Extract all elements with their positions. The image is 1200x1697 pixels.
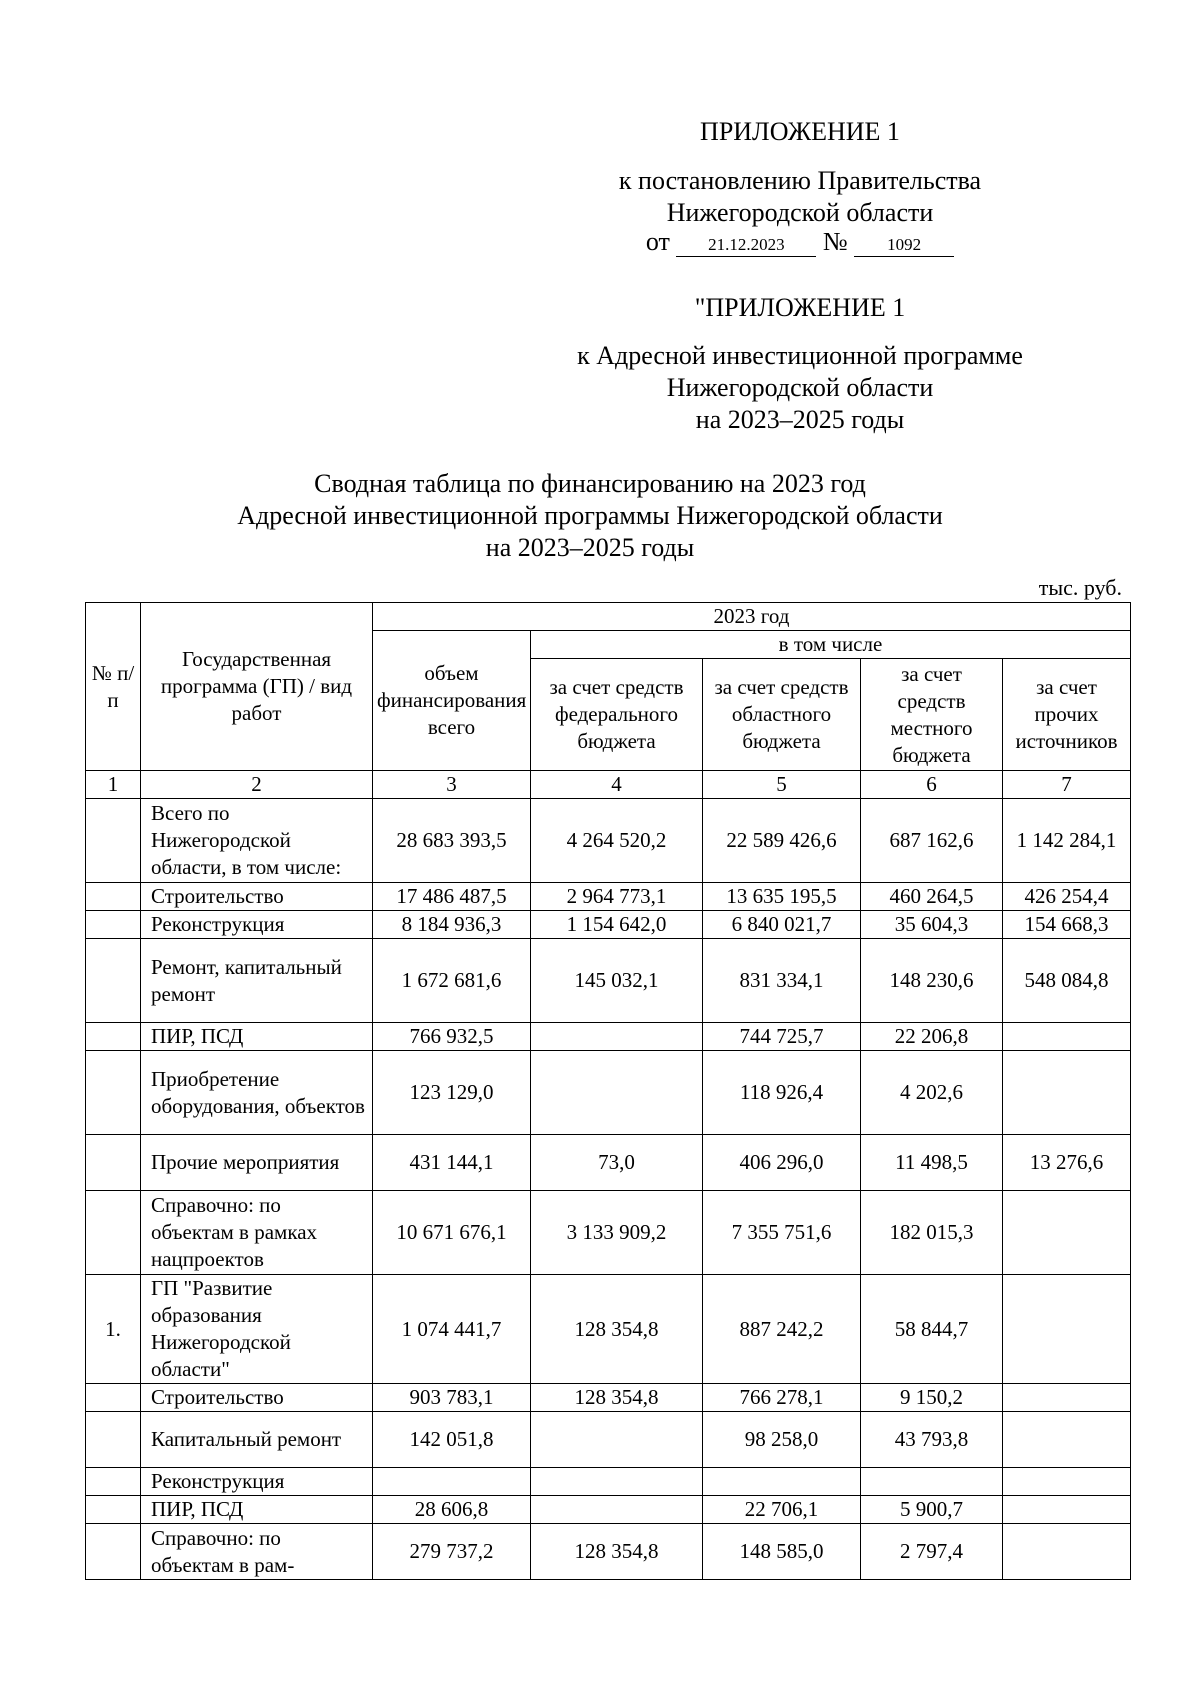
- table-row: [86, 883, 1131, 911]
- row-name: Капитальный ремонт: [141, 1412, 373, 1468]
- row-other: [1003, 1275, 1131, 1384]
- row-total: 10 671 676,1: [373, 1191, 531, 1275]
- row-federal: 128 354,8: [531, 1384, 703, 1412]
- table-row: [86, 1384, 1131, 1412]
- row-regional: 7 355 751,6: [703, 1191, 861, 1275]
- row-federal: 4 264 520,2: [531, 799, 703, 883]
- row-name: Справочно: по объектам в рамках нацпроектов: [141, 1191, 373, 1275]
- appendix-title-quoted: "ПРИЛОЖЕНИЕ 1: [694, 293, 906, 322]
- row-name: Строительство: [141, 883, 373, 911]
- row-total: 1 074 441,7: [373, 1275, 531, 1384]
- table-row: [86, 939, 1131, 1023]
- row-local: 2 797,4: [861, 1524, 1003, 1580]
- table-row: [86, 1023, 1131, 1051]
- row-other: [1003, 1023, 1131, 1051]
- row-regional: 118 926,4: [703, 1051, 861, 1135]
- title-line-3: на 2023–2025 годы: [485, 533, 695, 562]
- appendix-title: ПРИЛОЖЕНИЕ 1: [700, 117, 900, 146]
- row-federal: [531, 1412, 703, 1468]
- row-federal: [531, 1023, 703, 1051]
- financing-table: [85, 602, 1131, 1580]
- row-number: [86, 1384, 141, 1412]
- header-local: за счет средств местного бюджета: [861, 659, 1003, 771]
- title-line-2: Адресной инвестиционной программы Нижегородской области: [237, 501, 943, 530]
- row-other: [1003, 1051, 1131, 1135]
- aip-line-2: Нижегородской области: [666, 373, 934, 402]
- row-local: 687 162,6: [861, 799, 1003, 883]
- row-number: [86, 1023, 141, 1051]
- row-other: [1003, 1412, 1131, 1468]
- row-local: 9 150,2: [861, 1384, 1003, 1412]
- row-federal: [531, 1468, 703, 1496]
- row-regional: 6 840 021,7: [703, 911, 861, 939]
- row-number: [86, 1524, 141, 1580]
- row-total: 28 683 393,5: [373, 799, 531, 883]
- row-total: [373, 1468, 531, 1496]
- header-regional: за счет средств областного бюджета: [703, 659, 861, 771]
- row-number: [86, 1191, 141, 1275]
- row-number: [86, 1412, 141, 1468]
- row-other: 154 668,3: [1003, 911, 1131, 939]
- row-number: [86, 883, 141, 911]
- row-total: 766 932,5: [373, 1023, 531, 1051]
- row-local: 182 015,3: [861, 1191, 1003, 1275]
- table-row: [86, 1051, 1131, 1135]
- title-line-1: Сводная таблица по финансированию на 2023 год: [314, 469, 866, 498]
- row-name: Приобретение оборудования, объектов: [141, 1051, 373, 1135]
- document-title: [150, 468, 1030, 564]
- row-regional: 831 334,1: [703, 939, 861, 1023]
- row-total: 28 606,8: [373, 1496, 531, 1524]
- row-local: 43 793,8: [861, 1412, 1003, 1468]
- row-total: 17 486 487,5: [373, 883, 531, 911]
- table-row: [86, 1191, 1131, 1275]
- row-regional: [703, 1468, 861, 1496]
- table-row: [86, 1496, 1131, 1524]
- row-local: 58 844,7: [861, 1275, 1003, 1384]
- column-number: 4: [531, 771, 703, 799]
- row-federal: 73,0: [531, 1135, 703, 1191]
- header-including: в том числе: [531, 631, 1131, 659]
- column-number: 1: [86, 771, 141, 799]
- row-other: [1003, 1524, 1131, 1580]
- row-number: [86, 911, 141, 939]
- row-federal: 128 354,8: [531, 1524, 703, 1580]
- table-row: [86, 799, 1131, 883]
- row-number: [86, 1496, 141, 1524]
- column-number: 7: [1003, 771, 1131, 799]
- table-row: [86, 1468, 1131, 1496]
- header-year: 2023 год: [373, 603, 1131, 631]
- row-number: [86, 1051, 141, 1135]
- row-local: 460 264,5: [861, 883, 1003, 911]
- row-name: Прочие мероприятия: [141, 1135, 373, 1191]
- row-name: ПИР, ПСД: [141, 1023, 373, 1051]
- row-local: 148 230,6: [861, 939, 1003, 1023]
- row-total: 903 783,1: [373, 1384, 531, 1412]
- row-federal: [531, 1496, 703, 1524]
- row-other: 548 084,8: [1003, 939, 1131, 1023]
- row-name: ГП "Развитие образования Нижегородской области": [141, 1275, 373, 1384]
- row-total: 1 672 681,6: [373, 939, 531, 1023]
- row-number: [86, 939, 141, 1023]
- header-no: № п/п: [86, 603, 141, 771]
- decree-reference: [540, 165, 1060, 229]
- row-federal: 128 354,8: [531, 1275, 703, 1384]
- decree-number: 1092: [854, 234, 954, 257]
- column-number: 5: [703, 771, 861, 799]
- row-federal: 3 133 909,2: [531, 1191, 703, 1275]
- row-name: ПИР, ПСД: [141, 1496, 373, 1524]
- table-row: [86, 1412, 1131, 1468]
- row-name: Всего по Нижегородской области, в том числе:: [141, 799, 373, 883]
- row-local: 5 900,7: [861, 1496, 1003, 1524]
- row-regional: 22 589 426,6: [703, 799, 861, 883]
- column-number-row: [86, 771, 1131, 799]
- row-federal: [531, 1051, 703, 1135]
- row-federal: 1 154 642,0: [531, 911, 703, 939]
- row-number: [86, 1468, 141, 1496]
- row-regional: 887 242,2: [703, 1275, 861, 1384]
- row-name: Реконструкция: [141, 1468, 373, 1496]
- row-other: [1003, 1191, 1131, 1275]
- column-number: 3: [373, 771, 531, 799]
- decree-line-2: Нижегородской области: [666, 198, 934, 227]
- decree-date-number: [540, 228, 1060, 257]
- row-local: 35 604,3: [861, 911, 1003, 939]
- row-regional: 406 296,0: [703, 1135, 861, 1191]
- header-federal: за счет средств федерального бюджета: [531, 659, 703, 771]
- row-local: [861, 1468, 1003, 1496]
- column-number: 2: [141, 771, 373, 799]
- row-total: 142 051,8: [373, 1412, 531, 1468]
- aip-line-3: на 2023–2025 годы: [695, 405, 905, 434]
- table-row: [86, 1524, 1131, 1580]
- row-number: [86, 1135, 141, 1191]
- row-regional: 766 278,1: [703, 1384, 861, 1412]
- row-local: 22 206,8: [861, 1023, 1003, 1051]
- row-other: 426 254,4: [1003, 883, 1131, 911]
- row-name: Реконструкция: [141, 911, 373, 939]
- row-total: 123 129,0: [373, 1051, 531, 1135]
- units-label: тыс. руб.: [1038, 575, 1122, 600]
- row-name: Ремонт, капитальный ремонт: [141, 939, 373, 1023]
- decree-line-1: к постановлению Правительства: [618, 166, 982, 195]
- row-other: [1003, 1384, 1131, 1412]
- header-total: объем финансирования всего: [373, 631, 531, 771]
- row-name: Справочно: по объектам в рам-: [141, 1524, 373, 1580]
- row-number: [86, 799, 141, 883]
- row-regional: 148 585,0: [703, 1524, 861, 1580]
- row-local: 4 202,6: [861, 1051, 1003, 1135]
- row-number: 1.: [86, 1275, 141, 1384]
- table-row: [86, 1135, 1131, 1191]
- row-total: 279 737,2: [373, 1524, 531, 1580]
- row-regional: 98 258,0: [703, 1412, 861, 1468]
- aip-line-1: к Адресной инвестиционной программе: [577, 341, 1023, 370]
- row-regional: 22 706,1: [703, 1496, 861, 1524]
- table-row: [86, 911, 1131, 939]
- row-local: 11 498,5: [861, 1135, 1003, 1191]
- row-total: 431 144,1: [373, 1135, 531, 1191]
- row-other: [1003, 1468, 1131, 1496]
- row-name: Строительство: [141, 1384, 373, 1412]
- number-sign: №: [822, 227, 848, 256]
- row-other: 1 142 284,1: [1003, 799, 1131, 883]
- row-regional: 13 635 195,5: [703, 883, 861, 911]
- header-program: Государственная программа (ГП) / вид работ: [141, 603, 373, 771]
- row-total: 8 184 936,3: [373, 911, 531, 939]
- row-federal: 145 032,1: [531, 939, 703, 1023]
- row-other: [1003, 1496, 1131, 1524]
- row-federal: 2 964 773,1: [531, 883, 703, 911]
- column-number: 6: [861, 771, 1003, 799]
- decree-date: 21.12.2023: [676, 234, 816, 257]
- row-other: 13 276,6: [1003, 1135, 1131, 1191]
- table-row: [86, 1275, 1131, 1384]
- row-regional: 744 725,7: [703, 1023, 861, 1051]
- aip-reference: [540, 340, 1060, 436]
- date-prefix: от: [645, 227, 670, 256]
- header-other: за счет прочих источников: [1003, 659, 1131, 771]
